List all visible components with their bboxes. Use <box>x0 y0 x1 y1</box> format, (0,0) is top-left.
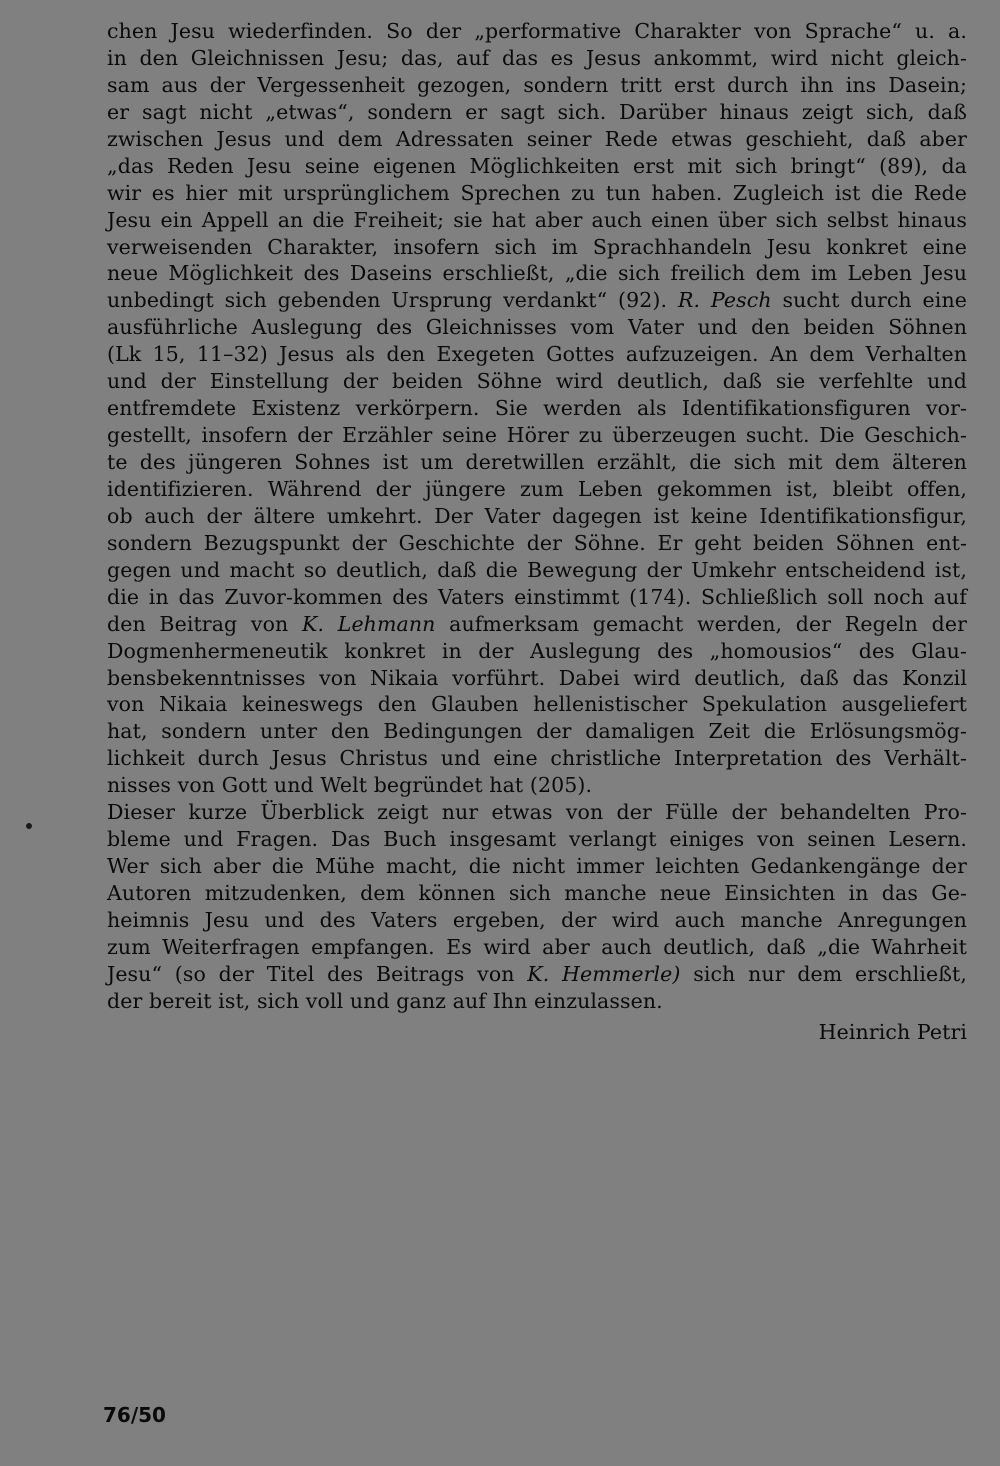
text-line-9: verweisenden Charakter, insofern sich im Sprachhandeln Jesu konkret eine <box>107 234 967 259</box>
text-line-14: und der Einstellung der beiden Söhne wird deutlich, daß sie verfehlte und <box>107 369 967 394</box>
text-line-6: „das Reden Jesu seine eigenen Möglichkeiten erst mit sich bringt“ (89), da <box>107 153 967 178</box>
text-line-25: bensbekenntnisses von Nikaia vorführt. Dabei wird deutlich, daß das Konzil <box>107 665 967 690</box>
text-line-23-start: den Beitrag von <box>107 611 289 636</box>
text-line-12: ausführliche Auslegung des Gleichnisses vom Vater und den beiden Söhnen <box>107 315 967 340</box>
text-line-21: gegen und macht so deutlich, daß die Bewegung der Umkehr entscheidend ist, <box>107 557 967 582</box>
text-line-7: wir es hier mit ursprünglichem Sprechen zu tun haben. Zugleich ist die Rede <box>107 180 967 205</box>
page-number: 76/50 <box>103 1403 166 1427</box>
reviewer-signature: Heinrich Petri <box>818 1019 967 1044</box>
text-line-10: neue Möglichkeit des Daseins erschließt, „die sich freilich dem im Leben Jesu <box>107 261 967 286</box>
text-line-36-start: Jesu“ (so der Titel des Beitrags von <box>107 961 515 986</box>
text-line-29: nisses von Gott und Welt begründet hat (205). <box>107 773 593 798</box>
text-line-28: lichkeit durch Jesus Christus und eine christliche Interpretation des Verhält- <box>107 746 967 771</box>
text-line-13: (Lk 15, 11–32) Jesus als den Exegeten Gottes aufzuzeigen. An dem Verhalten <box>107 342 967 367</box>
text-line-8: Jesu ein Appell an die Freiheit; sie hat aber auch einen über sich selbst hinaus <box>107 207 967 232</box>
text-line-32: Wer sich aber die Mühe macht, die nicht immer leichten Gedankengänge der <box>107 854 967 879</box>
text-line-24: Dogmenhermeneutik konkret in der Auslegung des „homousios“ des Glau- <box>107 638 967 663</box>
text-line-36 <box>107 961 967 988</box>
text-line-35: zum Weiterfragen empfangen. Es wird aber auch deutlich, daß „die Wahrheit <box>107 934 967 959</box>
margin-dot-mark <box>26 823 32 829</box>
author-name-pesch: R. Pesch <box>677 288 772 313</box>
text-line-2: in den Gleichnissen Jesu; das, auf das es Jesus ankommt, wird nicht gleich- <box>107 45 967 70</box>
text-line-19: ob auch der ältere umkehrt. Der Vater dagegen ist keine Identifikationsfigur, <box>107 503 967 528</box>
text-line-15: entfremdete Existenz verkörpern. Sie werden als Identifikationsfiguren vor- <box>107 396 967 421</box>
text-line-16: gestellt, insofern der Erzähler seine Hörer zu überzeugen sucht. Die Geschich- <box>107 423 967 448</box>
text-line-22: die in das Zuvor-kommen des Vaters einstimmt (174). Schließlich soll noch auf <box>107 584 967 609</box>
text-line-23 <box>107 611 967 638</box>
text-line-18: identifizieren. Während der jüngere zum Leben gekommen ist, bleibt offen, <box>107 476 967 501</box>
text-line-1: chen Jesu wiederfinden. So der „performative Charakter von Sprache“ u. a. <box>107 19 967 43</box>
text-line-26: von Nikaia keineswegs den Glauben hellenistischer Spekulation ausgeliefert <box>107 692 967 717</box>
text-line-33: Autoren mitzudenken, dem können sich manche neue Einsichten in das Ge- <box>107 881 967 905</box>
text-line-37: der bereit ist, sich voll und ganz auf Ihn einzulassen. <box>107 988 663 1013</box>
review-text-body <box>107 18 967 1046</box>
text-line-11-end: sucht durch eine <box>771 288 967 313</box>
text-line-5: zwischen Jesus und dem Adressaten seiner Rede etwas geschieht, daß aber <box>107 126 967 151</box>
author-name-lehmann: K. Lehmann <box>302 611 436 636</box>
author-name-hemmerle: K. Hemmerle) <box>527 961 681 986</box>
text-line-34: heimnis Jesu und des Vaters ergeben, der wird auch manche Anregungen <box>107 907 967 932</box>
text-line-11-start: unbedingt sich gebenden Ursprung verdankt“ (92). <box>107 288 668 313</box>
text-line-36-end: sich nur dem erschließt, <box>680 961 967 986</box>
text-line-20: sondern Bezugspunkt der Geschichte der Söhne. Er geht beiden Söhnen ent- <box>107 530 967 555</box>
text-line-31: bleme und Fragen. Das Buch insgesamt verlangt einiges von seinen Lesern. <box>107 827 967 852</box>
text-line-30: Dieser kurze Überblick zeigt nur etwas von der Fülle der behandelten Pro- <box>107 800 967 825</box>
text-line-11 <box>107 287 967 314</box>
text-line-17: te des jüngeren Sohnes ist um deretwillen erzählt, die sich mit dem älteren <box>107 450 967 474</box>
text-line-3: sam aus der Vergessenheit gezogen, sondern tritt erst durch ihn ins Dasein; <box>107 72 967 97</box>
text-line-4: er sagt nicht „etwas“, sondern er sagt sich. Darüber hinaus zeigt sich, daß <box>107 99 967 124</box>
text-line-27: hat, sondern unter den Bedingungen der damaligen Zeit die Erlösungsmög- <box>107 719 967 744</box>
text-line-23-end: aufmerksam gemacht werden, der Regeln der <box>435 611 967 636</box>
